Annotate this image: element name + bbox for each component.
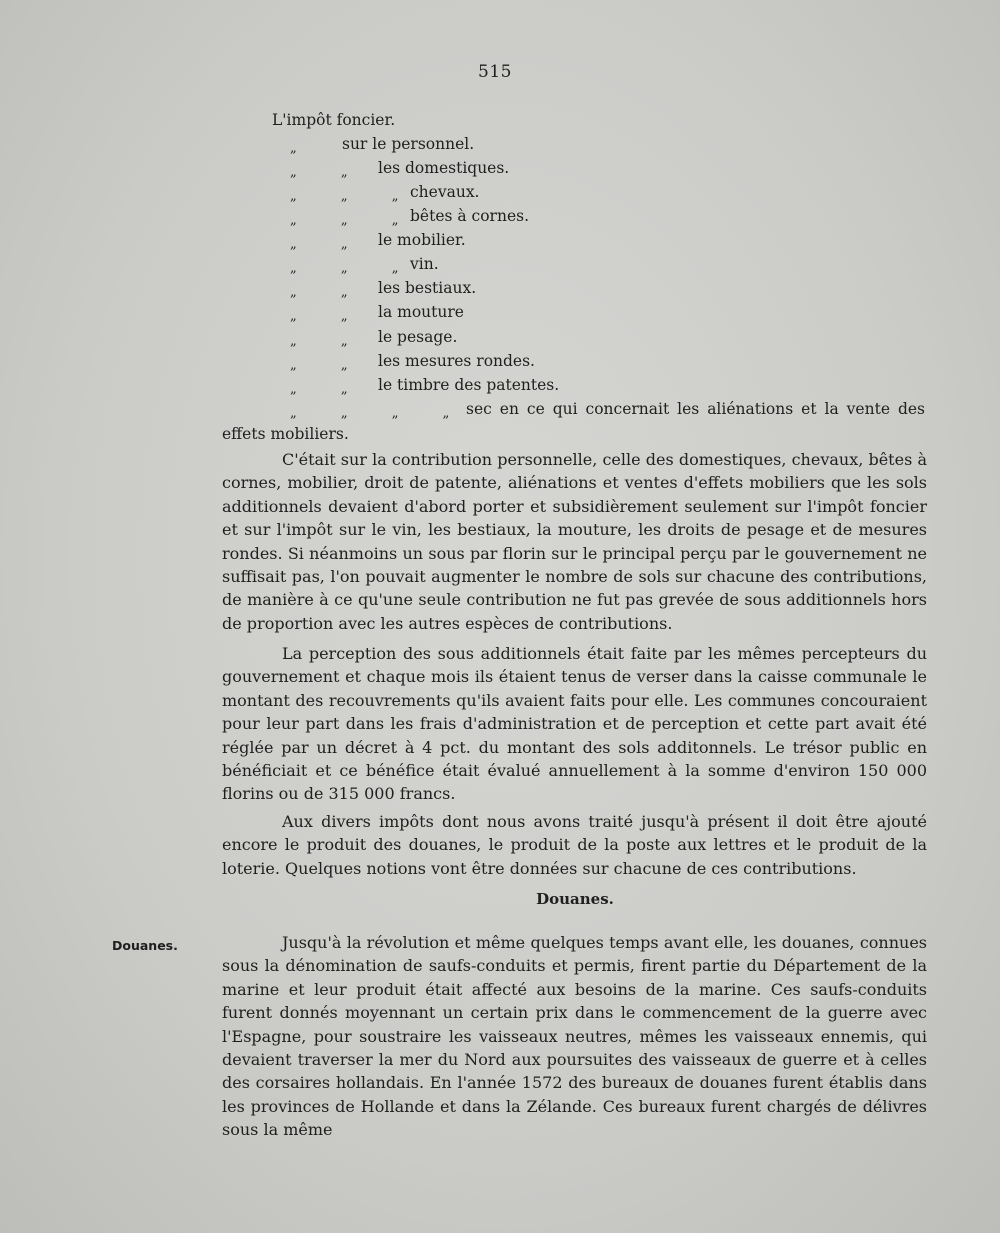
tax-list-item-label: bêtes à cornes. [410,207,530,225]
paragraph-text: Aux divers impôts dont nous avons traité jusqu'à présent il doit être ajouté encore le produit des douanes, le produit de la poste aux lettres et le produit de la loterie. Quelques notions vont être données sur chacune de ces contributions. [222,812,927,878]
list-continuation: effets mobiliers. [222,425,349,443]
paragraph [222,810,927,880]
ditto-marks: „ [290,141,297,156]
ditto-marks: „ „ „ „ [290,406,450,421]
tax-list-item-label: sur le personnel. [342,135,475,153]
ditto-marks: „ „ „ [290,189,399,204]
paragraph [222,448,927,635]
tax-list-item-label: les mesures rondes. [378,352,535,370]
tax-list-item-label: le mobilier. [378,231,466,249]
paragraph [222,642,927,806]
ditto-marks: „ „ „ [290,213,399,228]
tax-list-item-label: les domestiques. [378,159,510,177]
tax-list-item-label: sec en ce qui concernait les aliénations et la vente des [466,400,925,418]
ditto-marks: „ „ „ [290,261,399,276]
tax-list-item [290,400,925,424]
ditto-marks: „ „ [290,334,348,349]
ditto-marks: „ „ [290,382,348,397]
tax-list-item-label: L'impôt foncier. [272,111,396,129]
paragraph-text: C'était sur la contribution personnelle, celle des domestiques, chevaux, bêtes à cornes, mobilier, droit de patente, aliénations et ventes d'effets mobiliers que les sols additionnels devaient d'abord porter et subsidièrement seulement sur l'impôt foncier et sur l'impôt sur le vin, les bestiaux, la mouture, les droits de pesage et de mesures rondes. Si néanmoins un sous par florin sur le principal perçu par le gouvernement ne suffisait pas, l'on pouvait augmenter le nombre de sols sur chacune des contributions, de manière à ce qu'une seule contribution ne fut pas grevée de sous additionnels hors de proportion avec les autres espèces de contributions. [222,450,927,633]
section-paragraph [222,931,927,1142]
ditto-marks: „ „ [290,165,348,180]
paragraph-text: Jusqu'à la révolution et même quelques temps avant elle, les douanes, connues sous la dénomination de saufs-conduits et permis, firent partie du Département de la marine et leur produit était affecté aux besoins de la marine. Ces saufs-conduits furent donnés moyennant un certain prix dans le commencement de la guerre avec l'Espagne, pour soustraire les vaisseaux neutres, mêmes les vaisseaux ennemis, qui devaient traverser la mer du Nord aux poursuites des vaisseaux de guerre et à celles des corsaires hollandais. En l'année 1572 des bureaux de douanes furent établis dans les provinces de Hollande et dans la Zélande. Ces bureaux furent chargés de délivres sous la même [222,933,927,1140]
tax-list-item-label: vin. [410,255,439,273]
ditto-marks: „ „ [290,285,348,300]
tax-list-item [272,111,395,129]
paragraph-text: La perception des sous additionnels était faite par les mêmes percepteurs du gouvernement et chaque mois ils étaient tenus de verser dans la caisse communale le montant des recouvrements qu'ils avaient faits pour elle. Les communes concouraient pour leur part dans les frais d'administration et de perception et cette part avait été réglée par un décret à 4 pct. du montant des sols additonnels. Le trésor public en bénéficiait et ce bénéfice était évalué annuellement à la somme d'environ 150 000 florins ou de 315 000 francs. [222,644,927,804]
tax-list-item-label: chevaux. [410,183,480,201]
tax-list-item-label: la mouture [378,303,464,321]
tax-list-item-label: le timbre des patentes. [378,376,560,394]
page-number: 515 [478,62,512,82]
tax-list-item-label: les bestiaux. [378,279,477,297]
ditto-marks: „ „ [290,358,348,373]
ditto-marks: „ „ [290,237,348,252]
section-heading: Douanes. [536,890,614,908]
margin-note: Douanes. [112,938,178,953]
tax-list-item-label: le pesage. [378,328,458,346]
ditto-marks: „ „ [290,309,348,324]
